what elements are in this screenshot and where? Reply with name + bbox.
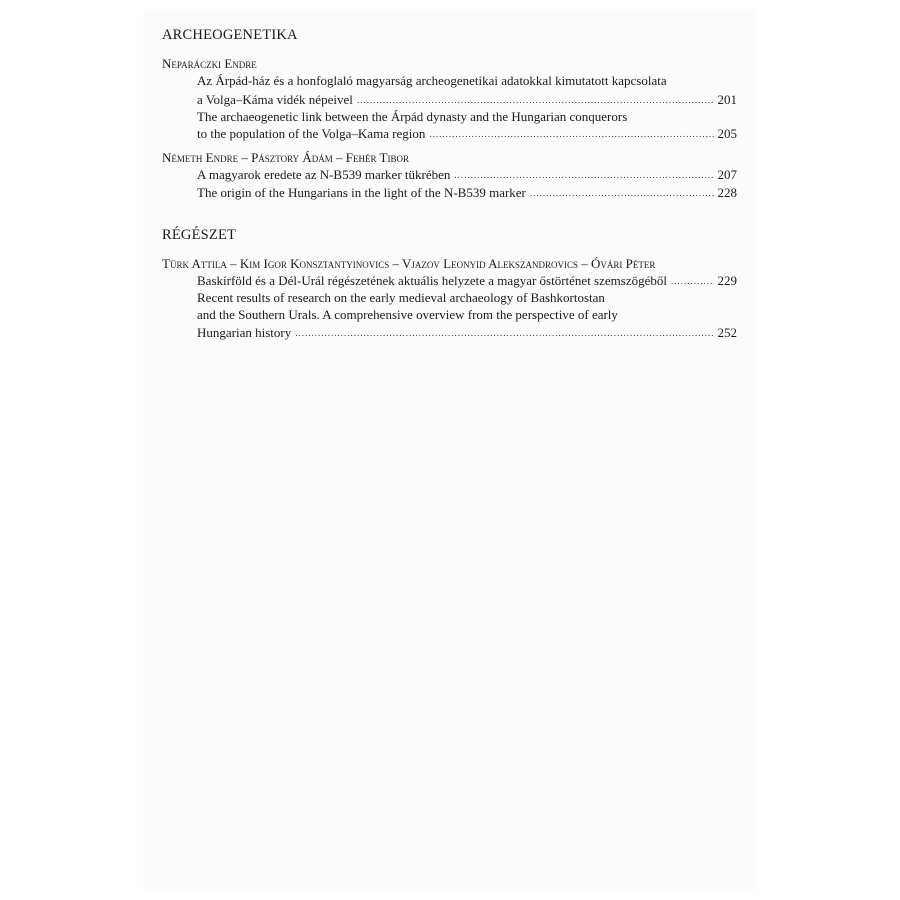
- page-number: 229: [717, 273, 737, 288]
- entry-text: A magyarok eredete az N-B539 marker tükrében: [197, 167, 451, 182]
- entry-line[interactable]: [197, 125, 737, 143]
- entry-line[interactable]: [197, 324, 737, 342]
- dot-leader: [530, 184, 714, 202]
- entry-line[interactable]: [197, 72, 737, 90]
- page-number: 252: [717, 325, 737, 340]
- entry-text: to the population of the Volga–Kama region: [197, 126, 426, 141]
- entry-text: Az Árpád-ház és a honfoglaló magyarság archeogenetikai adatokkal kimutatott kapcsolata: [197, 73, 667, 88]
- entry-text: Baskírföld és a Dél-Urál régészetének aktuális helyzete a magyar őstörténet szemszögéből: [197, 273, 667, 288]
- author-line: Neparáczki Endre: [162, 56, 257, 71]
- entry-text: and the Southern Urals. A comprehensive overview from the perspective of early: [197, 307, 618, 322]
- page-number: 201: [717, 92, 737, 107]
- page-number: 228: [717, 185, 737, 200]
- section-heading: RÉGÉSZET: [162, 227, 237, 243]
- dot-leader: [357, 91, 714, 109]
- entry-text: Recent results of research on the early medieval archaeology of Bashkortostan: [197, 290, 605, 305]
- entry-line[interactable]: [197, 272, 737, 290]
- dot-leader: [671, 272, 714, 290]
- entry-text: Hungarian history: [197, 325, 292, 340]
- entry-line[interactable]: [197, 184, 737, 202]
- author-line: Németh Endre – Pásztory Ádám – Fehér Tibor: [162, 150, 409, 165]
- section-heading: ARCHEOGENETIKA: [162, 27, 298, 43]
- entry-line[interactable]: [197, 108, 737, 126]
- entry-text: The archaeogenetic link between the Árpád dynasty and the Hungarian conquerors: [197, 109, 628, 124]
- entry-line[interactable]: [197, 289, 737, 307]
- author-line: Türk Attila – Kim Igor Konsztantyinovics – Vjazov Leonyid Alekszandrovics – Óvári Péter: [162, 256, 656, 271]
- entry-line[interactable]: [197, 166, 737, 184]
- page-number: 207: [717, 167, 737, 182]
- entry-text: a Volga–Káma vidék népeivel: [197, 92, 353, 107]
- entry-text: The origin of the Hungarians in the light of the N-B539 marker: [197, 185, 526, 200]
- entry-line[interactable]: [197, 306, 737, 324]
- dot-leader: [429, 125, 713, 143]
- page-number: 205: [717, 126, 737, 141]
- dot-leader: [454, 166, 713, 184]
- entry-line[interactable]: [197, 91, 737, 109]
- dot-leader: [295, 324, 713, 342]
